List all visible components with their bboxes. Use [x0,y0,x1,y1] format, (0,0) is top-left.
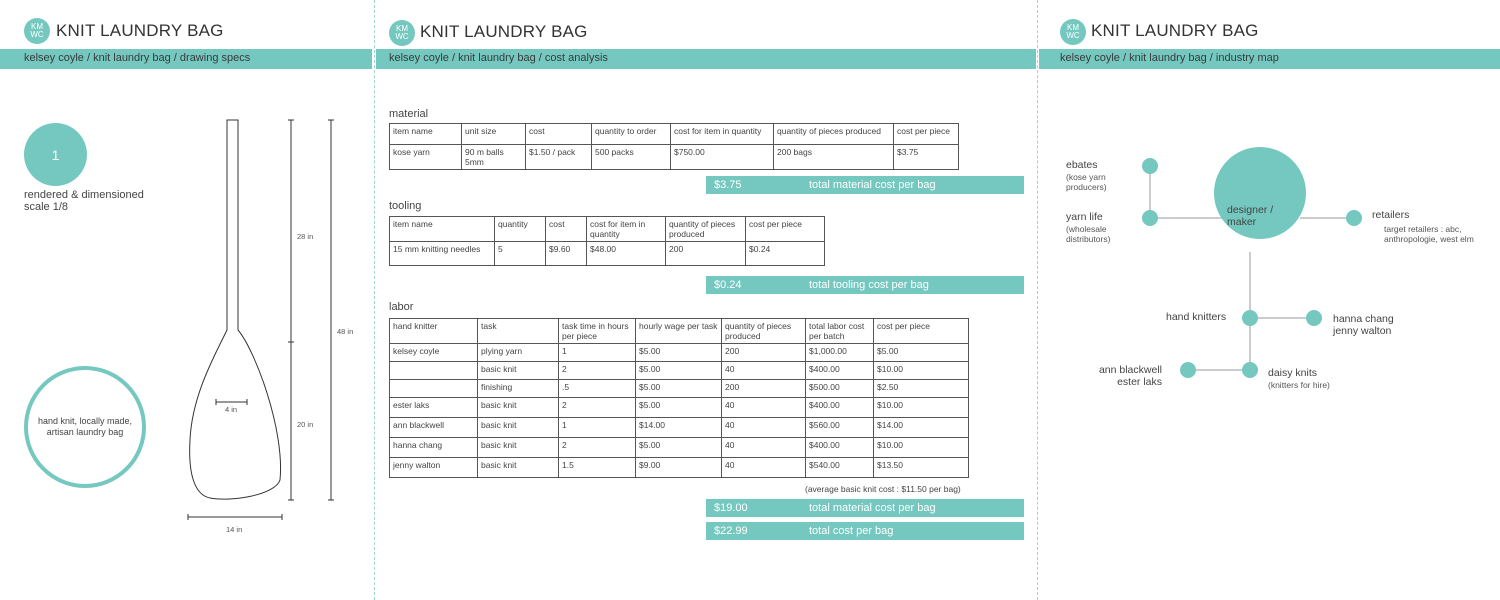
table-cell: $400.00 [806,438,874,458]
map-node-daisy-knits [1242,362,1258,378]
table-header-cell: quantity of pieces produced [774,124,894,145]
labor-average-note: (average basic knit cost : $11.50 per bag) [805,484,961,494]
table-header-cell: cost per piece [746,217,825,242]
map-node-yarn-life [1142,210,1158,226]
table-header-cell: cost [546,217,587,242]
table-cell: 40 [722,418,806,438]
table-cell: $750.00 [671,145,774,170]
table-header-cell: cost [526,124,592,145]
table-cell: 2 [559,362,636,380]
map-node-hand-knitters [1242,310,1258,326]
table-cell: $3.75 [894,145,959,170]
table-header-cell: cost per piece [894,124,959,145]
table-cell: 40 [722,458,806,478]
tooling-total-value: $0.24 [714,279,742,291]
table-cell: $5.00 [636,380,722,398]
map-sublabel-ebates: (kose yarn producers) [1066,172,1107,192]
table-cell: $1.50 / pack [526,145,592,170]
table-cell: $10.00 [874,362,969,380]
table-cell: jenny walton [390,458,478,478]
table-cell: ann blackwell [390,418,478,438]
table-cell: 1.5 [559,458,636,478]
table-cell: $14.00 [636,418,722,438]
table-header-cell: hand knitter [390,319,478,344]
table-header-cell: unit size [462,124,526,145]
table-header-cell: total labor cost per batch [806,319,874,344]
breadcrumb-cost: kelsey coyle / knit laundry bag / cost analysis [389,52,608,64]
table-cell: $2.50 [874,380,969,398]
table-cell: $48.00 [587,242,666,266]
map-node-ann-ester [1180,362,1196,378]
dim-label-total: 48 in [337,327,354,336]
drawing-number-badge: 1 [24,123,87,186]
logo-icon: KM WC [389,20,415,46]
table-cell: $9.60 [546,242,587,266]
table-cell: $13.50 [874,458,969,478]
table-cell: $10.00 [874,398,969,418]
table-cell: 40 [722,398,806,418]
table-cell: $540.00 [806,458,874,478]
map-label-ebates: ebates [1066,159,1098,171]
table-header-cell: quantity of pieces produced [666,217,746,242]
map-label-ann-ester: ann blackwell ester laks [1098,364,1162,388]
table-cell: $400.00 [806,398,874,418]
table-cell: $400.00 [806,362,874,380]
table-cell: $9.00 [636,458,722,478]
table-header-cell: task [478,319,559,344]
table-cell: 40 [722,438,806,458]
table-cell: 1 [559,344,636,362]
table-cell: $5.00 [636,438,722,458]
table-header-cell: quantity to order [592,124,671,145]
map-sublabel-yarn-life: (wholesale distributors) [1066,224,1111,244]
table-cell: 2 [559,438,636,458]
breadcrumb-map: kelsey coyle / knit laundry bag / industry map [1060,52,1279,64]
table-cell: $560.00 [806,418,874,438]
table-header-cell: cost for item in quantity [671,124,774,145]
table-cell: kelsey coyle [390,344,478,362]
table-cell: 200 [666,242,746,266]
table-cell: 5 [495,242,546,266]
map-node-hanna-jenny [1306,310,1322,326]
breadcrumb-drawing: kelsey coyle / knit laundry bag / drawing specs [24,52,251,64]
table-cell: 200 bags [774,145,894,170]
labor-heading: labor [389,301,414,313]
table-cell: $0.24 [746,242,825,266]
table-header-cell: item name [390,217,495,242]
map-label-daisy-knits: daisy knits [1268,367,1318,379]
table-cell: 200 [722,344,806,362]
drawing-caption: rendered & dimensioned scale 1/8 [24,189,144,213]
logo-icon: KM WC [1060,19,1086,45]
dim-label-neck: 4 in [225,405,238,414]
table-cell: 40 [722,362,806,380]
table-cell: basic knit [478,398,559,418]
table-cell: $5.00 [874,344,969,362]
table-header-cell: quantity of pieces produced [722,319,806,344]
dim-label-width: 14 in [226,525,243,534]
table-cell: $14.00 [874,418,969,438]
dim-label-bag: 20 in [297,420,314,429]
map-label-yarn-life: yarn life [1066,211,1103,223]
table-cell: $5.00 [636,344,722,362]
table-cell: $10.00 [874,438,969,458]
map-node-retailers [1346,210,1362,226]
material-total-value: $3.75 [714,179,742,191]
map-label-hand-knitters: hand knitters [1166,311,1227,323]
table-cell: plying yarn [478,344,559,362]
table-header-cell: cost per piece [874,319,969,344]
table-cell: 15 mm knitting needles [390,242,495,266]
table-cell: kose yarn [390,145,462,170]
map-label-hanna-jenny: hanna chang jenny walton [1333,313,1394,337]
material-total-label: total material cost per bag [809,179,936,191]
page-title-drawing: KNIT LAUNDRY BAG [56,21,224,40]
dim-label-handle: 28 in [297,232,314,241]
tooling-total-label: total tooling cost per bag [809,279,929,291]
table-cell: $5.00 [636,362,722,380]
table-cell: 200 [722,380,806,398]
table-cell: $1,000.00 [806,344,874,362]
table-cell: basic knit [478,418,559,438]
table-cell: $5.00 [636,398,722,418]
labor-total-label: total material cost per bag [809,502,936,514]
table-header-cell: item name [390,124,462,145]
table-cell: ester laks [390,398,478,418]
tooling-heading: tooling [389,200,422,212]
page-title-map: KNIT LAUNDRY BAG [1091,21,1259,40]
labor-total-value: $19.00 [714,502,748,514]
table-header-cell: task time in hours per piece [559,319,636,344]
map-sublabel-retailers: target retailers : abc, anthropologie, west elm [1384,224,1474,244]
map-label-designer: designer / maker [1227,204,1274,228]
table-header-cell: quantity [495,217,546,242]
table-cell: basic knit [478,362,559,380]
table-header-cell: cost for item in quantity [587,217,666,242]
map-node-ebates [1142,158,1158,174]
table-cell: $500.00 [806,380,874,398]
map-label-retailers: retailers [1372,209,1410,221]
material-heading: material [389,108,429,120]
grand-total-value: $22.99 [714,525,748,537]
table-header-cell: hourly wage per task [636,319,722,344]
table-cell: basic knit [478,438,559,458]
product-badge: hand knit, locally made, artisan laundry bag [24,366,146,488]
table-cell: 2 [559,398,636,418]
table-cell: 90 m balls 5mm [462,145,526,170]
table-cell: .5 [559,380,636,398]
table-cell: 1 [559,418,636,438]
table-cell: hanna chang [390,438,478,458]
page-title-cost: KNIT LAUNDRY BAG [420,22,588,41]
grand-total-label: total cost per bag [809,525,894,537]
table-cell: finishing [478,380,559,398]
map-sublabel-daisy-knits: (knitters for hire) [1268,380,1330,390]
table-cell: 500 packs [592,145,671,170]
logo-icon: KM WC [24,18,50,44]
table-cell: basic knit [478,458,559,478]
